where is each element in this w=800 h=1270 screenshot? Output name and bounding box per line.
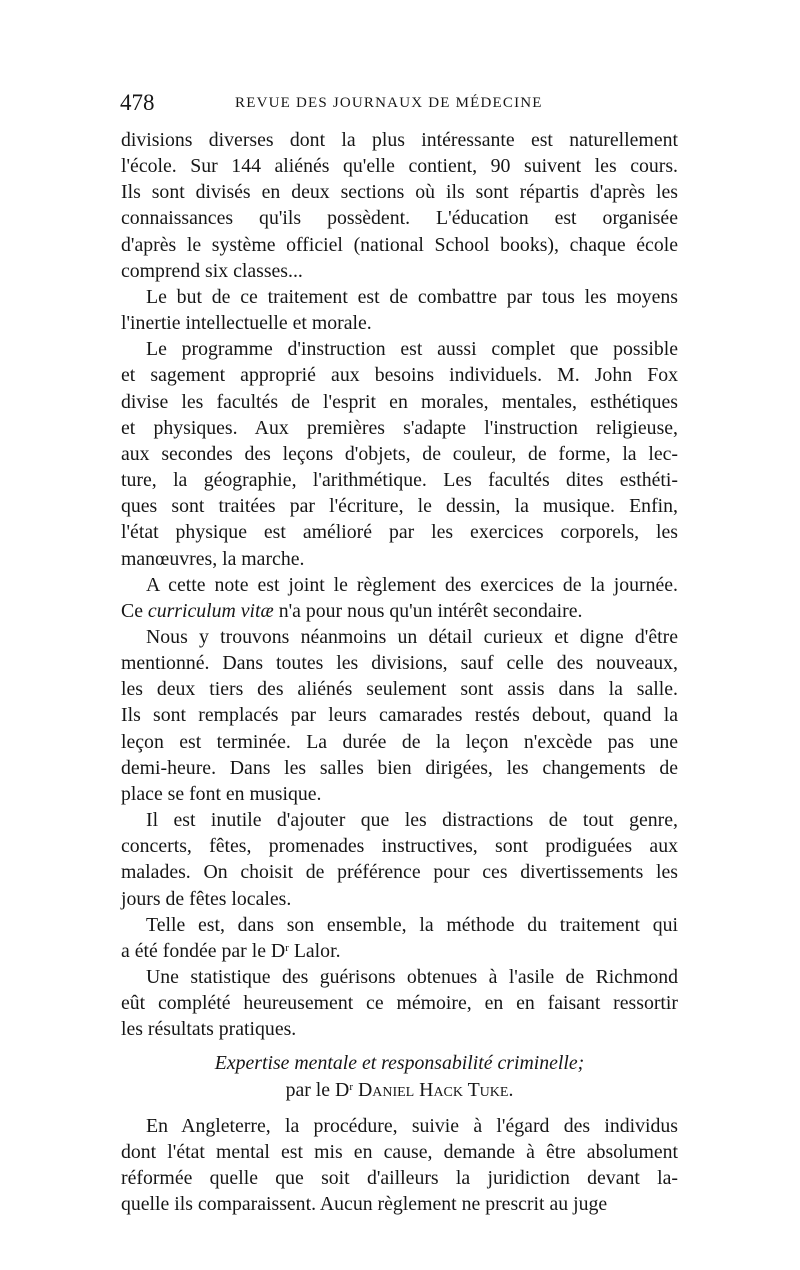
page-number: 478: [120, 90, 155, 115]
paragraph-line: mentionné. Dans toutes les divisions, sauf celle des nouveaux,: [121, 652, 678, 675]
article-continuation: [121, 127, 678, 1042]
section-title: Expertise mentale et responsabilité criminelle;: [214, 1052, 585, 1075]
paragraph-line: aux secondes des leçons d'objets, de couleur, de forme, la lec-: [121, 442, 678, 465]
paragraph-line: A cette note est joint le règlement des exercices de la journée.: [146, 573, 678, 596]
paragraph-line: et sagement approprié aux besoins individuels. M. John Fox: [121, 364, 678, 387]
final-paragraph-line: quelle ils comparaissent. Aucun règlement ne prescrit au juge: [121, 1193, 608, 1216]
paragraph: [121, 336, 678, 571]
paragraph-line: Ils sont divisés en deux sections où ils sont répartis d'après les: [121, 181, 678, 204]
paragraph-line: Le programme d'instruction est aussi complet que possible: [146, 338, 678, 361]
author-title-sup: r: [349, 1080, 353, 1093]
paragraph-line: Telle est, dans son ensemble, la méthode du traitement qui: [146, 913, 678, 936]
paragraph-line: Il est inutile d'ajouter que les distractions de tout genre,: [146, 809, 678, 832]
paragraph-line: divisions diverses dont la plus intéressante est naturellement: [121, 129, 678, 151]
author-line: [121, 1077, 678, 1103]
paragraph-line: ture, la géographie, l'arithmétique. Les facultés dites esthéti-: [121, 469, 678, 492]
paragraph-line: d'après le système officiel (national School books), chaque école: [121, 233, 678, 256]
new-article-paragraph: [121, 1113, 678, 1218]
paragraph-line: place se font en musique.: [121, 782, 322, 805]
paragraph-line: les résultats pratiques.: [121, 1018, 297, 1041]
paragraph-line: l'école. Sur 144 aliénés qu'elle contient, 90 suivent les cours.: [121, 155, 678, 178]
author-prefix: par le D: [285, 1078, 350, 1101]
paragraph: [121, 127, 678, 284]
paragraph-line: l'état physique est amélioré par les exercices corporels, les: [121, 521, 678, 544]
paragraph: [121, 912, 678, 964]
paragraph-line: eût complété heureusement ce mémoire, en en faisant ressortir: [121, 992, 678, 1015]
paragraph: [121, 572, 678, 624]
paragraph-line: demi-heure. Dans les salles bien dirigées, les changements de: [121, 756, 678, 779]
paragraph: [121, 964, 678, 1042]
paragraph-line: comprend six classes...: [121, 259, 303, 282]
final-paragraph-line: dont l'état mental est mis en cause, demande à être absolument: [121, 1140, 678, 1163]
paragraph-line: leçon est terminée. La durée de la leçon n'excède pas une: [121, 730, 678, 753]
paragraph-line: ques sont traitées par l'écriture, le dessin, la musique. Enfin,: [121, 495, 678, 518]
paragraph-line: Nous y trouvons néanmoins un détail curieux et digne d'être: [146, 625, 678, 648]
paragraph-line: l'inertie intellectuelle et morale.: [121, 312, 372, 335]
final-paragraph-line: réformée quelle que soit d'ailleurs la juridiction devant la-: [121, 1167, 678, 1190]
paragraph-line: les deux tiers des aliénés seulement sont assis dans la salle.: [121, 678, 678, 701]
paragraph-line: et physiques. Aux premières s'adapte l'instruction religieuse,: [121, 416, 678, 439]
body-text: [121, 127, 678, 1217]
latin-phrase: curriculum vitæ: [147, 599, 274, 622]
paragraph: [121, 284, 678, 336]
paragraph-line: concerts, fêtes, promenades instructives, sont prodiguées aux: [121, 835, 678, 858]
paragraph-line: malades. On choisit de préférence pour ces divertissements les: [121, 861, 678, 884]
paragraph-line: Ils sont remplacés par leurs camarades restés debout, quand la: [121, 704, 678, 727]
author-name: Daniel Hack Tuke.: [357, 1078, 514, 1101]
paragraph-line: a été fondée par le $D^r$ Lalor.: [121, 939, 341, 962]
page-header: [120, 90, 680, 120]
paragraph-line: divise les facultés de l'esprit en morales, mentales, esthétiques: [121, 390, 678, 413]
paragraph: [121, 807, 678, 912]
paragraph-line: Le but de ce traitement est de combattre par tous les moyens: [146, 285, 678, 308]
doctor-title-sup: r: [285, 941, 289, 954]
paragraph-line: Une statistique des guérisons obtenues à l'asile de Richmond: [146, 966, 678, 988]
running-title: REVUE DES JOURNAUX DE MÉDECINE: [235, 95, 543, 111]
paragraph-line: connaissances qu'ils possèdent. L'éducation est organisée: [121, 207, 678, 230]
paragraph-line: manœuvres, la marche.: [121, 547, 305, 570]
paragraph: [121, 624, 678, 807]
final-paragraph-line: En Angleterre, la procédure, suivie à l'égard des individus: [146, 1114, 678, 1137]
paragraph-line: Ce curriculum vitæ n'a pour nous qu'un intérêt secondaire.: [121, 599, 583, 622]
paragraph-line: jours de fêtes locales.: [121, 887, 292, 910]
